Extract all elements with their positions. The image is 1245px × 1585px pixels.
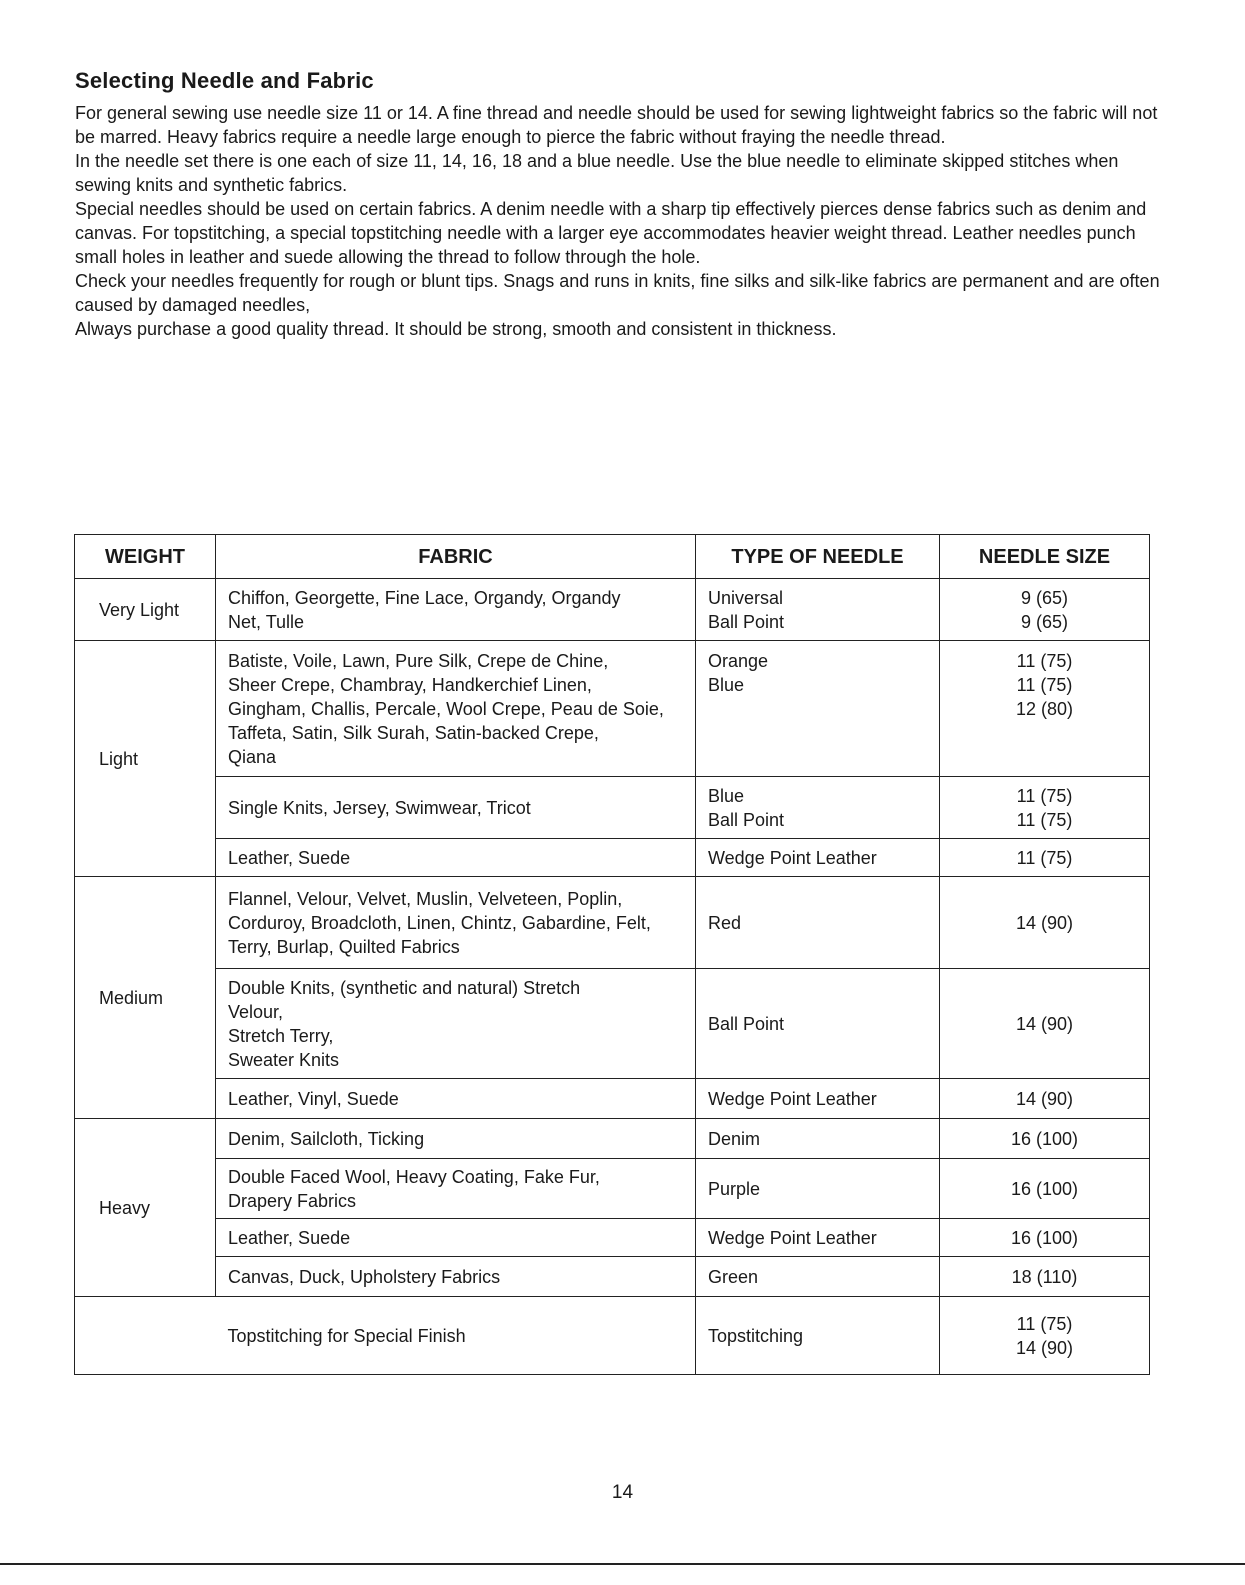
size-line: 12 (80) (1015, 699, 1074, 719)
fabric-cell (216, 641, 696, 777)
fabric-line: Net, Tulle (228, 611, 305, 632)
size-line: 11 (75) (1016, 847, 1073, 868)
table-row (75, 641, 1150, 777)
size-line: 18 (110) (1011, 1266, 1078, 1287)
needle-size-cell (940, 877, 1150, 969)
bottom-rule (0, 1563, 1245, 1565)
size-line: 16 (100) (1010, 1128, 1079, 1149)
table-row (75, 1119, 1150, 1159)
size-line: 14 (90) (1015, 1088, 1074, 1109)
paragraph: Special needles should be used on certain fabrics. A denim needle with a sharp tip effectively pierces dense fabrics such as denim and canvas. For topstitching, a special topstitching needle with a larger eye accommodates heavier weight thread. Leather needles punch small holes in leather and suede allowing the thread to follow through the hole. (75, 199, 1147, 267)
page-number: 14 (611, 1482, 634, 1503)
fabric-line: Stretch Terry, (228, 1025, 334, 1046)
table-row (75, 1159, 1150, 1219)
needle-type-cell (696, 579, 940, 641)
header-needle-size: NEEDLE SIZE (940, 535, 1150, 579)
table-header-row (75, 535, 1150, 579)
needle-size-cell (940, 1159, 1150, 1219)
fabric-line: Double Knits, (synthetic and natural) Stretch (228, 977, 581, 998)
table-row (75, 579, 1150, 641)
size-line: 16 (100) (1010, 1227, 1079, 1248)
intro-text (75, 101, 1165, 341)
needle-type-cell (696, 877, 940, 969)
table-row (75, 1257, 1150, 1297)
table-row (75, 969, 1150, 1079)
needle-type-cell (696, 777, 940, 839)
fabric-line: Leather, Suede (228, 847, 351, 868)
fabric-cell (216, 969, 696, 1079)
needle-line: Green (708, 1266, 759, 1287)
needle-type-cell (696, 1219, 940, 1257)
table-row (75, 777, 1150, 839)
fabric-cell (216, 839, 696, 877)
page-heading: Selecting Needle and Fabric (75, 68, 374, 93)
fabric-cell (216, 1119, 696, 1159)
needle-size-cell (940, 969, 1150, 1079)
needle-type-cell (696, 839, 940, 877)
fabric-line: Chiffon, Georgette, Fine Lace, Organdy, Organdy (228, 587, 621, 608)
needle-type-cell (696, 1159, 940, 1219)
needle-size-cell (940, 641, 1150, 777)
size-line: 11 (75) (1016, 809, 1073, 830)
paragraph: For general sewing use needle size 11 or 14. A fine thread and needle should be used for sewing lightweight fabrics so the fabric will not be marred. Heavy fabrics require a needle large enough to pierce the fabric without fraying the needle thread. (75, 103, 1158, 147)
needle-line: Purple (708, 1178, 761, 1199)
fabric-line: Denim, Sailcloth, Ticking (228, 1128, 425, 1149)
size-line: 14 (90) (1015, 912, 1074, 933)
needle-size-cell (940, 1219, 1150, 1257)
needle-line: Wedge Point Leather (708, 847, 877, 868)
size-line: 11 (75) (1016, 1313, 1073, 1334)
needle-line: Wedge Point Leather (708, 1227, 877, 1248)
size-line: 11 (75) (1016, 651, 1073, 671)
needle-size-cell (940, 1119, 1150, 1159)
weight-cell (75, 1297, 216, 1375)
fabric-cell (216, 1257, 696, 1297)
size-line: 11 (75) (1016, 675, 1073, 695)
table-row (75, 1297, 1150, 1375)
needle-line: Blue (708, 675, 745, 695)
fabric-line: Canvas, Duck, Upholstery Fabrics (228, 1266, 501, 1287)
needle-type-cell (696, 641, 940, 777)
fabric-line: Taffeta, Satin, Silk Surah, Satin-backed Crepe, (228, 723, 599, 743)
table-row (75, 1219, 1150, 1257)
fabric-cell (216, 1297, 696, 1375)
weight-cell: Very Light (75, 579, 216, 641)
fabric-line: Terry, Burlap, Quilted Fabrics (228, 936, 460, 957)
fabric-line: Velour, (228, 1001, 284, 1022)
needle-size-cell (940, 1079, 1150, 1119)
fabric-line: Corduroy, Broadcloth, Linen, Chintz, Gabardine, Felt, (228, 912, 651, 933)
needle-line: Denim (708, 1128, 761, 1149)
header-needle-type: TYPE OF NEEDLE (696, 535, 940, 579)
fabric-cell (216, 1079, 696, 1119)
size-line: 9 (65) (1020, 611, 1069, 632)
paragraph: Always purchase a good quality thread. It should be strong, smooth and consistent in thickness. (75, 319, 837, 339)
fabric-cell (216, 877, 696, 969)
size-line: 14 (90) (1015, 1013, 1074, 1034)
needle-type-cell (696, 969, 940, 1079)
needle-line: Ball Point (708, 1013, 785, 1034)
header-fabric: FABRIC (216, 535, 696, 579)
needle-size-cell (940, 1297, 1150, 1375)
fabric-line: Double Faced Wool, Heavy Coating, Fake Fur, (228, 1166, 600, 1187)
fabric-line: Leather, Suede (228, 1227, 351, 1248)
needle-fabric-table (74, 534, 1150, 1375)
fabric-line: Drapery Fabrics (228, 1190, 357, 1211)
table-row (75, 877, 1150, 969)
table-row (75, 839, 1150, 877)
size-line: 14 (90) (1015, 1337, 1074, 1358)
needle-line: Red (708, 912, 742, 933)
fabric-line: Leather, Vinyl, Suede (228, 1088, 399, 1109)
needle-size-cell (940, 777, 1150, 839)
fabric-cell (216, 1219, 696, 1257)
needle-line: Topstitching (708, 1325, 804, 1346)
table-row (75, 1079, 1150, 1119)
needle-size-cell (940, 579, 1150, 641)
needle-size-cell (940, 839, 1150, 877)
needle-type-cell (696, 1257, 940, 1297)
fabric-line: Single Knits, Jersey, Swimwear, Tricot (228, 797, 531, 818)
needle-line: Ball Point (708, 809, 785, 830)
needle-line: Wedge Point Leather (708, 1088, 877, 1109)
header-weight: WEIGHT (75, 535, 216, 579)
needle-line: Blue (708, 785, 745, 806)
fabric-line: Qiana (228, 747, 277, 767)
fabric-line: Sheer Crepe, Chambray, Handkerchief Linen, (228, 675, 592, 695)
weight-cell: Heavy (75, 1119, 216, 1297)
size-line: 11 (75) (1016, 785, 1073, 806)
needle-line: Orange (708, 651, 769, 671)
fabric-line: Gingham, Challis, Percale, Wool Crepe, Peau de Soie, (228, 699, 664, 719)
needle-line: Ball Point (708, 611, 785, 632)
fabric-cell (216, 579, 696, 641)
weight-cell: Medium (75, 877, 216, 1119)
fabric-line: Topstitching for Special Finish (227, 1325, 466, 1346)
needle-line: Universal (708, 587, 784, 608)
fabric-line: Flannel, Velour, Velvet, Muslin, Velveteen, Poplin, (228, 888, 623, 909)
paragraph: Check your needles frequently for rough or blunt tips. Snags and runs in knits, fine silks and silk-like fabrics are permanent and are often caused by damaged needles, (75, 271, 1160, 315)
fabric-line: Sweater Knits (228, 1049, 340, 1070)
needle-size-cell (940, 1257, 1150, 1297)
size-line: 16 (100) (1010, 1178, 1079, 1199)
weight-cell: Light (75, 641, 216, 877)
fabric-cell (216, 1159, 696, 1219)
needle-type-cell (696, 1079, 940, 1119)
needle-type-cell (696, 1297, 940, 1375)
needle-type-cell (696, 1119, 940, 1159)
fabric-line: Batiste, Voile, Lawn, Pure Silk, Crepe de Chine, (228, 651, 609, 671)
paragraph: In the needle set there is one each of size 11, 14, 16, 18 and a blue needle. Use the blue needle to eliminate skipped stitches when sewing knits and synthetic fabrics. (75, 151, 1119, 195)
fabric-cell (216, 777, 696, 839)
size-line: 9 (65) (1020, 587, 1069, 608)
